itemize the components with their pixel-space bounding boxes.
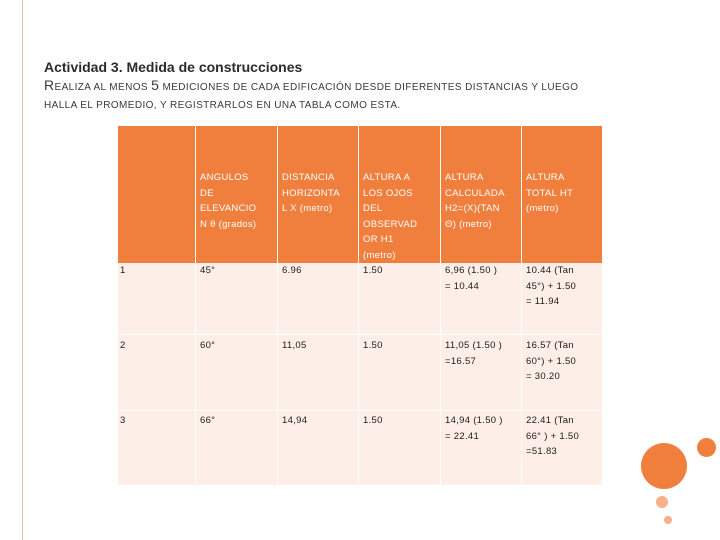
column-divider <box>195 126 196 485</box>
row-1-calculated-height: 6,96 (1.50 ) = 10.44 <box>445 265 498 292</box>
instruction-line1-a: EALIZA AL MENOS <box>54 82 152 93</box>
slide-title: Actividad 3. Medida de construcciones <box>44 59 303 75</box>
decorative-circle-tiny <box>664 516 672 524</box>
measurement-table <box>118 126 602 485</box>
row-3-distance: 14,94 <box>282 415 308 426</box>
row-divider <box>118 334 602 335</box>
row-3-eye-height: 1.50 <box>363 415 383 426</box>
row-1-index: 1 <box>120 265 126 276</box>
row-2-distance: 11,05 <box>282 340 307 351</box>
row-3-angle: 66° <box>200 415 216 426</box>
row-1-angle: 45° <box>200 265 216 276</box>
column-divider <box>440 126 441 485</box>
row-2-eye-height: 1.50 <box>363 340 383 351</box>
row-2-calculated-height: 11,05 (1.50 ) =16.57 <box>445 340 503 367</box>
instruction-line1-b: MEDICIONES DE CADA EDIFICACIÓN DESDE DIFERENTES DISTANCIAS Y LUEGO <box>159 82 579 93</box>
header-distance: DISTANCIA HORIZONTA L X (metro) <box>282 172 340 214</box>
row-1-eye-height: 1.50 <box>363 265 383 276</box>
header-eye-height: ALTURA A LOS OJOS DEL OBSERVAD OR H1 (metro) <box>363 172 418 261</box>
header-total-height: ALTURA TOTAL HT (metro) <box>526 172 574 214</box>
decorative-circle-small <box>656 496 668 508</box>
row-2-total-height: 16.57 (Tan 60°) + 1.50 = 30.20 <box>526 340 577 382</box>
header-angle: ANGULOS DE ELEVANCIO N θ (grados) <box>200 172 257 230</box>
row-2-index: 2 <box>120 340 126 351</box>
row-3-calculated-height: 14,94 (1.50 ) = 22.41 <box>445 415 503 442</box>
row-1-distance: 6.96 <box>282 265 302 276</box>
instruction-text <box>44 76 644 115</box>
row-3-index: 3 <box>120 415 126 426</box>
slide-left-rule <box>22 0 23 540</box>
decorative-circle-medium <box>697 438 716 457</box>
row-divider <box>118 410 602 411</box>
header-calculated-height: ALTURA CALCULADA H2=(X)(TAN Θ) (metro) <box>445 172 505 230</box>
instruction-line2: HALLA EL PROMEDIO, Y REGISTRARLOS EN UNA TABLA COMO ESTA. <box>44 100 401 111</box>
row-1-total-height: 10.44 (Tan 45°) + 1.50 = 11.94 <box>526 265 577 307</box>
row-2-angle: 60° <box>200 340 216 351</box>
instruction-number: 5 <box>151 77 160 93</box>
column-divider <box>277 126 278 485</box>
instruction-initial: R <box>44 77 55 93</box>
row-3-total-height: 22.41 (Tan 66° ) + 1.50 =51.83 <box>526 415 580 457</box>
column-divider <box>358 126 359 485</box>
column-divider <box>521 126 522 485</box>
decorative-circle-large <box>641 443 687 489</box>
